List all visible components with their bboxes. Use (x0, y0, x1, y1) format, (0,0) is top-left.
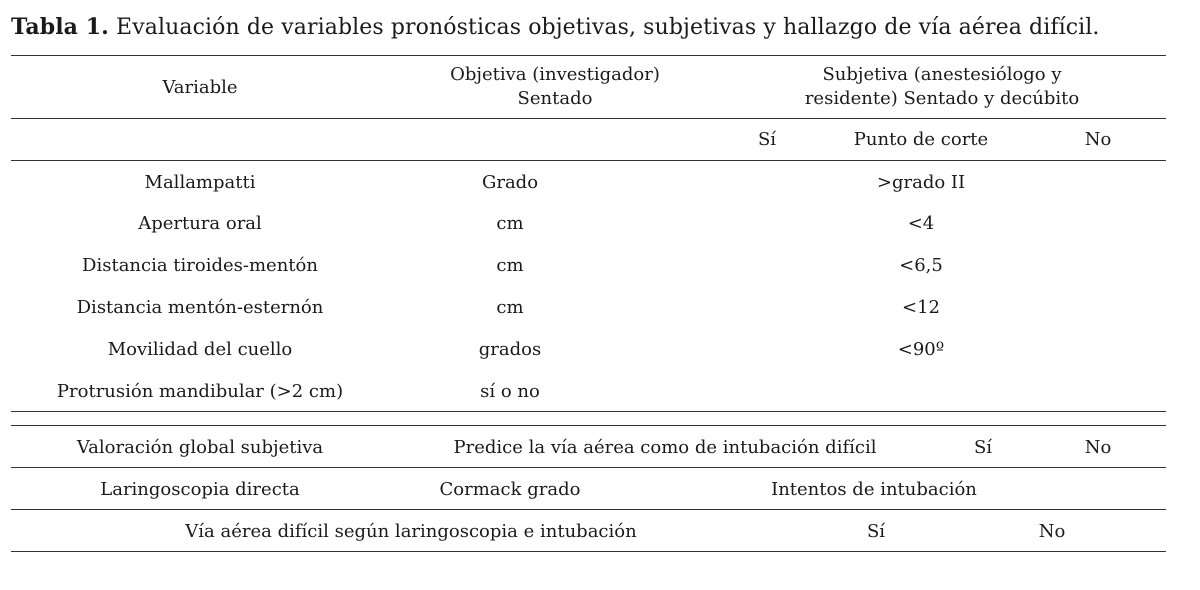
header-objetiva-line1: Objetiva (investigador) (450, 64, 660, 85)
header-subjetiva-line2: residente) Sentado y decúbito (804, 88, 1080, 109)
row-corte: <6,5 (899, 255, 943, 276)
rule-table-bottom (11, 551, 1166, 552)
row-corte: >grado II (876, 172, 966, 193)
table-caption (11, 14, 1100, 40)
subheader-punto-de-corte: Punto de corte (853, 129, 989, 150)
row-variable: Protrusión mandibular (>2 cm) (56, 381, 344, 402)
caption-label: Tabla 1. (11, 14, 109, 40)
subheader-no: No (1084, 129, 1112, 150)
header-subjetiva-line1: Subjetiva (anestesiólogo y (822, 64, 1062, 85)
header-objetiva (450, 63, 660, 111)
row-objetiva: sí o no (480, 381, 540, 402)
row-variable: Distancia mentón-esternón (76, 297, 324, 318)
caption-text: Evaluación de variables pronósticas objetivas, subjetivas y hallazgo de vía aérea difícil. (116, 15, 1100, 40)
row-corte: <90º (897, 339, 945, 360)
row-objetiva: cm (496, 255, 524, 276)
header-objetiva-line2: Sentado (517, 88, 593, 109)
row-corte: <4 (907, 213, 935, 234)
via-aerea-no: No (1038, 521, 1066, 542)
row-objetiva: Grado (481, 172, 539, 193)
rule-global-top (11, 425, 1166, 426)
via-aerea-si: Sí (866, 521, 886, 542)
rule-header-bottom (11, 118, 1166, 119)
row-variable: Mallampatti (144, 172, 256, 193)
laringoscopia-intentos: Intentos de intubación (771, 479, 977, 500)
header-variable: Variable (162, 77, 238, 98)
subheader-si: Sí (757, 129, 777, 150)
rule-global-bottom (11, 467, 1166, 468)
global-no: No (1084, 437, 1112, 458)
global-question: Predice la vía aérea como de intubación difícil (453, 437, 877, 458)
row-objetiva: cm (496, 297, 524, 318)
row-objetiva: cm (496, 213, 524, 234)
global-si: Sí (973, 437, 993, 458)
rule-body-bottom (11, 411, 1166, 412)
row-variable: Movilidad del cuello (107, 339, 293, 360)
row-objetiva: grados (478, 339, 542, 360)
header-subjetiva (805, 63, 1079, 111)
rule-subheader-bottom (11, 160, 1166, 161)
laringoscopia-cormack: Cormack grado (439, 479, 581, 500)
rule-top (11, 55, 1166, 56)
row-variable: Apertura oral (138, 213, 262, 234)
global-label: Valoración global subjetiva (76, 437, 324, 458)
row-corte: <12 (902, 297, 940, 318)
rule-laringo-bottom (11, 509, 1166, 510)
laringoscopia-label: Laringoscopia directa (100, 479, 300, 500)
row-variable: Distancia tiroides-mentón (82, 255, 318, 276)
via-aerea-label: Vía aérea difícil según laringoscopia e intubación (185, 521, 637, 542)
